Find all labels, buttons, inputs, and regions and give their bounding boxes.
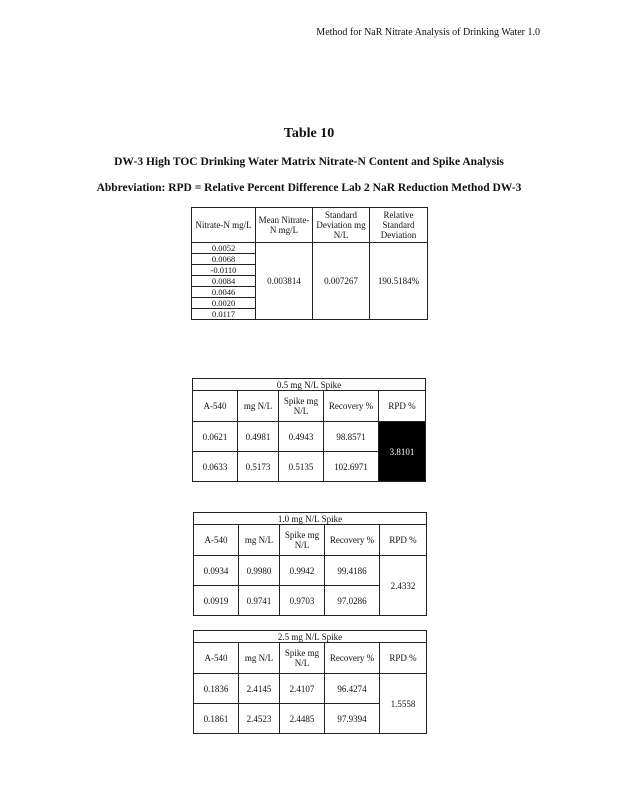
running-header: Method for NaR Nitrate Analysis of Drinking Water 1.0 bbox=[316, 27, 540, 38]
header-a540: A-540 bbox=[194, 525, 239, 556]
spike-value: 2.4485 bbox=[280, 704, 325, 734]
nitrate-value: -0.0110 bbox=[192, 265, 256, 276]
header-mg: mg N/L bbox=[239, 525, 280, 556]
header-spike: Spike mg N/L bbox=[279, 391, 324, 422]
rpd-value: 3.8101 bbox=[379, 422, 426, 482]
header-rpd: RPD % bbox=[380, 643, 427, 674]
header-recovery: Recovery % bbox=[324, 391, 379, 422]
header-a540: A-540 bbox=[194, 643, 239, 674]
header-rpd: RPD % bbox=[380, 525, 427, 556]
recovery-value: 98.8571 bbox=[324, 422, 379, 452]
nitrate-value: 0.0084 bbox=[192, 276, 256, 287]
nitrate-value: 0.0068 bbox=[192, 254, 256, 265]
spike-table-2-5 bbox=[193, 630, 427, 734]
mean-value: 0.003814 bbox=[256, 243, 313, 320]
a540-value: 0.1836 bbox=[194, 674, 239, 704]
header-spike: Spike mg N/L bbox=[280, 643, 325, 674]
table-header-row bbox=[193, 391, 426, 422]
spike-table-0-5 bbox=[192, 378, 426, 482]
recovery-value: 97.9394 bbox=[325, 704, 380, 734]
recovery-value: 96.4274 bbox=[325, 674, 380, 704]
spike-table-1-0 bbox=[193, 512, 427, 616]
header-rpd: RPD % bbox=[379, 391, 426, 422]
header-recovery: Recovery % bbox=[325, 525, 380, 556]
rsd-value: 190.5184% bbox=[370, 243, 428, 320]
recovery-value: 99.4186 bbox=[325, 556, 380, 586]
header-mg: mg N/L bbox=[238, 391, 279, 422]
table-subtitle: DW-3 High TOC Drinking Water Matrix Nitrate-N Content and Spike Analysis bbox=[114, 156, 504, 168]
table-header-row bbox=[192, 208, 428, 243]
a540-value: 0.0934 bbox=[194, 556, 239, 586]
table-row bbox=[194, 674, 427, 704]
abbreviation-note: Abbreviation: RPD = Relative Percent Difference Lab 2 NaR Reduction Method DW-3 bbox=[96, 182, 522, 194]
rpd-value: 1.5558 bbox=[380, 674, 427, 734]
header-nitrate: Nitrate-N mg/L bbox=[192, 208, 256, 243]
rpd-value: 2.4332 bbox=[380, 556, 427, 616]
spike-value: 0.9942 bbox=[280, 556, 325, 586]
nitrate-value: 0.0020 bbox=[192, 298, 256, 309]
spike-caption-row bbox=[194, 631, 427, 643]
header-recovery: Recovery % bbox=[325, 643, 380, 674]
mg-value: 2.4523 bbox=[239, 704, 280, 734]
table-header-row bbox=[194, 643, 427, 674]
nitrate-content-table bbox=[191, 207, 428, 320]
header-spike: Spike mg N/L bbox=[280, 525, 325, 556]
a540-value: 0.0621 bbox=[193, 422, 238, 452]
a540-value: 0.1861 bbox=[194, 704, 239, 734]
table-title: Table 10 bbox=[283, 126, 335, 141]
nitrate-value: 0.0117 bbox=[192, 309, 256, 320]
nitrate-value: 0.0052 bbox=[192, 243, 256, 254]
table-row bbox=[194, 556, 427, 586]
header-mg: mg N/L bbox=[239, 643, 280, 674]
header-a540: A-540 bbox=[193, 391, 238, 422]
spike-value: 0.4943 bbox=[279, 422, 324, 452]
table-row bbox=[193, 422, 426, 452]
a540-value: 0.0919 bbox=[194, 586, 239, 616]
mg-value: 0.5173 bbox=[238, 452, 279, 482]
spike-caption: 2.5 mg N/L Spike bbox=[194, 631, 427, 643]
spike-caption: 1.0 mg N/L Spike bbox=[194, 513, 427, 525]
nitrate-value: 0.0046 bbox=[192, 287, 256, 298]
spike-caption: 0.5 mg N/L Spike bbox=[193, 379, 426, 391]
sd-value: 0.007267 bbox=[313, 243, 370, 320]
spike-value: 2.4107 bbox=[280, 674, 325, 704]
header-mean: Mean Nitrate-N mg/L bbox=[256, 208, 313, 243]
recovery-value: 97.0286 bbox=[325, 586, 380, 616]
mg-value: 0.9741 bbox=[239, 586, 280, 616]
spike-caption-row bbox=[194, 513, 427, 525]
table-header-row bbox=[194, 525, 427, 556]
a540-value: 0.0633 bbox=[193, 452, 238, 482]
mg-value: 0.9980 bbox=[239, 556, 280, 586]
spike-value: 0.9703 bbox=[280, 586, 325, 616]
spike-caption-row bbox=[193, 379, 426, 391]
mg-value: 2.4145 bbox=[239, 674, 280, 704]
spike-value: 0.5135 bbox=[279, 452, 324, 482]
table-row bbox=[192, 243, 428, 254]
header-sd: Standard Deviation mg N/L bbox=[313, 208, 370, 243]
mg-value: 0.4981 bbox=[238, 422, 279, 452]
recovery-value: 102.6971 bbox=[324, 452, 379, 482]
header-rsd: Relative Standard Deviation bbox=[370, 208, 428, 243]
